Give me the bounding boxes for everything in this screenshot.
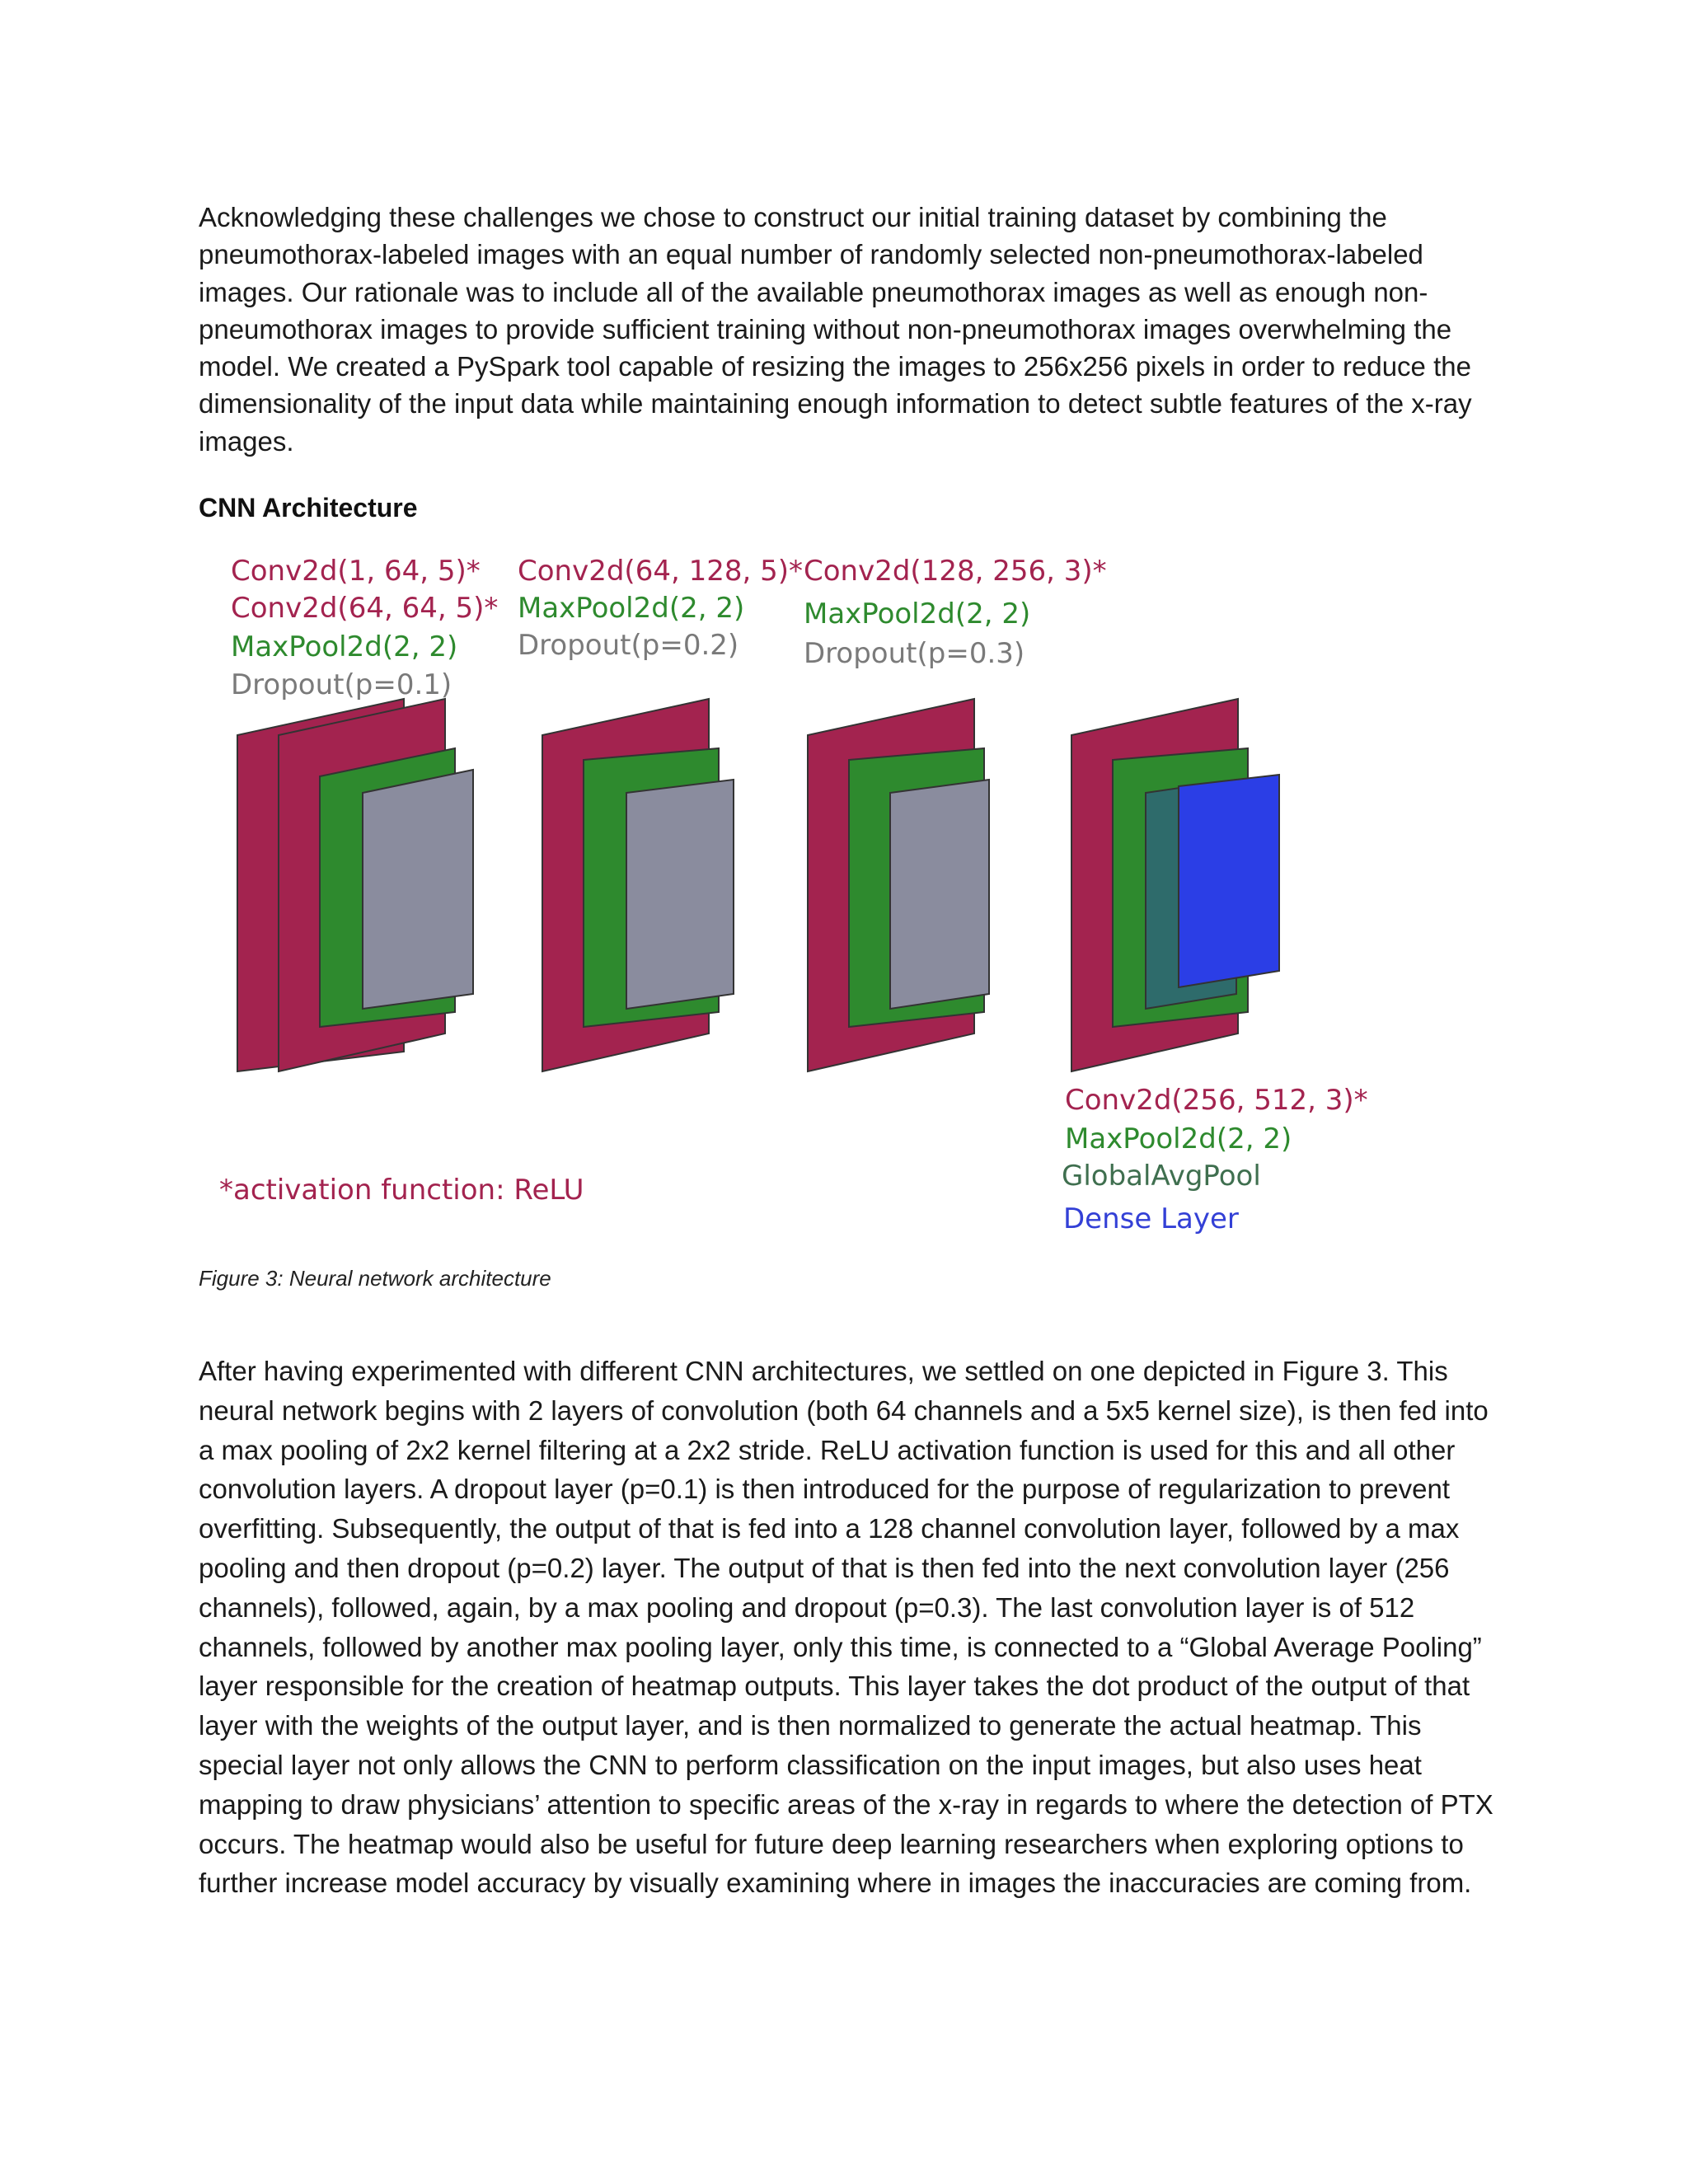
- block-3-diagram: [808, 699, 989, 1071]
- block-2-diagram: [542, 699, 734, 1071]
- block-1-label-conv-a: Conv2d(1, 64, 5)*: [231, 555, 481, 588]
- block-4-label-gap: GlobalAvgPool: [1062, 1160, 1261, 1193]
- block-3-label-dropout: Dropout(p=0.3): [804, 637, 1025, 670]
- block-2-label-conv: Conv2d(64, 128, 5)*: [518, 555, 803, 588]
- section-heading: CNN Architecture: [199, 493, 418, 523]
- block-2-label-maxpool: MaxPool2d(2, 2): [518, 592, 745, 625]
- dropout-layer-shape: [626, 780, 734, 1009]
- block-1-diagram: [237, 699, 473, 1071]
- block-3-label-conv: Conv2d(128, 256, 3)*: [804, 555, 1107, 588]
- intro-paragraph: Acknowledging these challenges we chose to construct our initial training dataset by combining the pneumothorax-labeled images with an equal number of randomly selected non-pneumothorax-labeled images. Our rationale was to include all of the available pneumothorax images as well as enough non-pneumothorax images to provide sufficient training without non-pneumothorax images overwhelming the model. We created a PySpark tool capable of resizing the images to 256x256 pixels in order to reduce the dimensionality of the input data while maintaining enough information to detect subtle features of the x-ray images.: [199, 202, 1472, 457]
- activation-note: *activation function: ReLU: [219, 1174, 584, 1207]
- block-4-diagram: [1071, 699, 1279, 1071]
- block-2-label-dropout: Dropout(p=0.2): [518, 629, 739, 662]
- dense-layer-shape: [1179, 775, 1279, 987]
- block-1-label-maxpool: MaxPool2d(2, 2): [231, 630, 458, 663]
- block-3-label-maxpool: MaxPool2d(2, 2): [804, 598, 1031, 630]
- discussion-paragraph: After having experimented with different CNN architectures, we settled on one depicted in Figure 3. This neural network begins with 2 layers of convolution (both 64 channels and a 5x5 kernel size), is then fed into a max pooling of 2x2 kernel filtering at a 2x2 stride. ReLU activation function is used for this and all other convolution layers. A dropout layer (p=0.1) is then introduced for the purpose of regularization to prevent overfitting. Subsequently, the output of that is fed into a 128 channel convolution layer, followed by a max pooling and then dropout (p=0.2) layer. The output of that is then fed into the next convolution layer (256 channels), followed, again, by a max pooling and dropout (p=0.3). The last convolution layer is of 512 channels, followed by another max pooling layer, only this time, is connected to a “Global Average Pooling” layer responsible for the creation of heatmap outputs. This layer takes the dot product of the output of that layer with the weights of the output layer, and is then normalized to generate the actual heatmap. This special layer not only allows the CNN to perform classification on the input images, but also uses heat mapping to draw physicians’ attention to specific areas of the x-ray in regards to where the detection of PTX occurs. The heatmap would also be useful for future deep learning researchers when exploring options to further increase model accuracy by visually examining where in images the inaccuracies are coming from.: [199, 1356, 1493, 1899]
- block-1-label-dropout: Dropout(p=0.1): [231, 668, 452, 701]
- figure-caption: Figure 3: Neural network architecture: [199, 1266, 551, 1291]
- block-4-label-dense: Dense Layer: [1063, 1202, 1239, 1235]
- dropout-layer-shape: [363, 770, 473, 1009]
- dropout-layer-shape: [890, 780, 989, 1009]
- cnn-architecture-figure: [214, 544, 1368, 1253]
- block-1-label-conv-b: Conv2d(64, 64, 5)*: [231, 592, 499, 625]
- block-4-label-conv: Conv2d(256, 512, 3)*: [1065, 1084, 1368, 1117]
- block-4-label-maxpool: MaxPool2d(2, 2): [1065, 1122, 1292, 1155]
